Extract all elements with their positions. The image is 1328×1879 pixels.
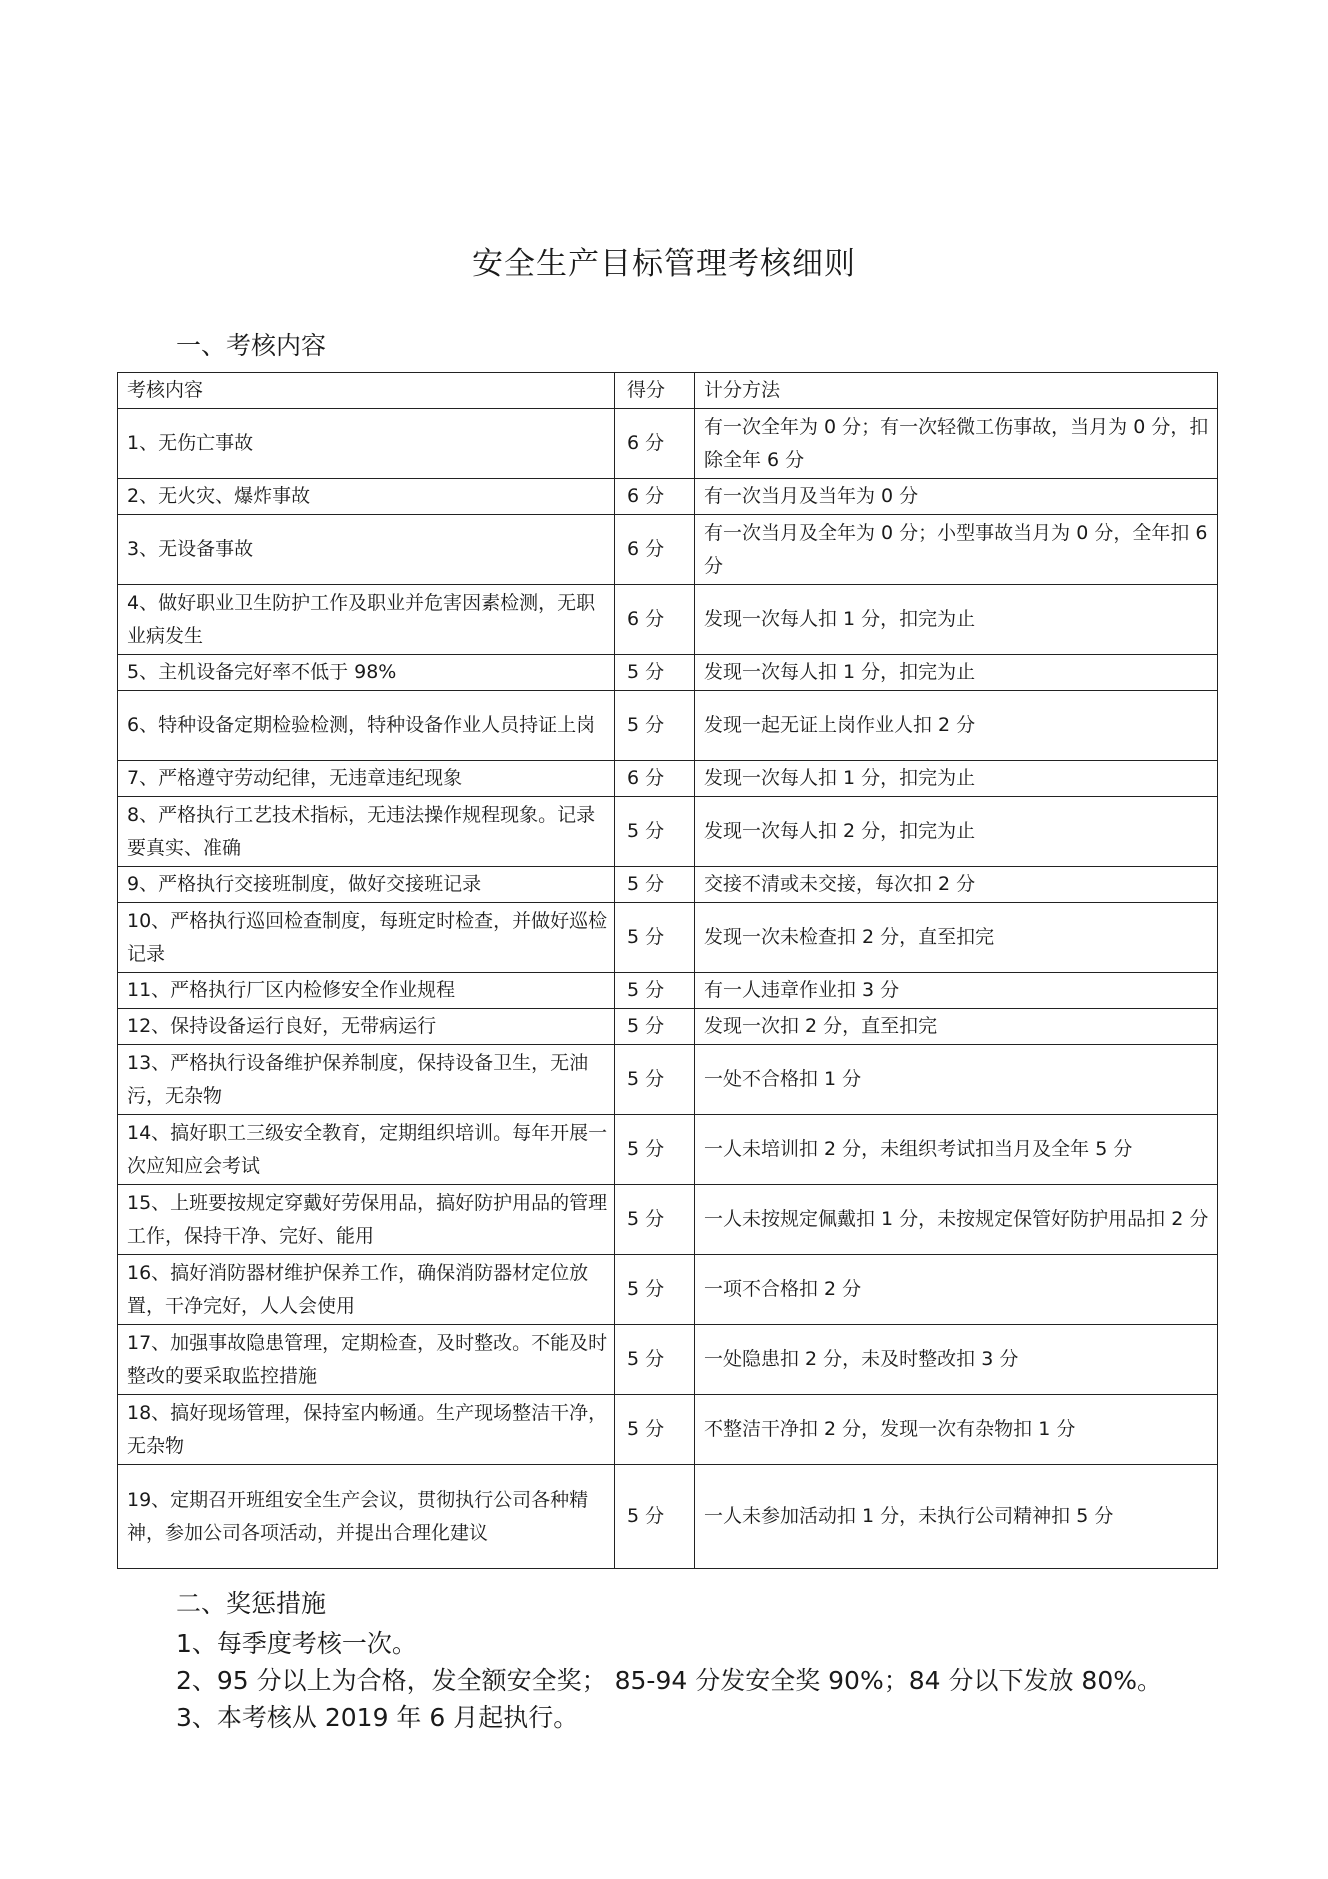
cell-score: 5 分 [615, 797, 695, 867]
cell-method: 发现一次每人扣 1 分，扣完为止 [695, 585, 1218, 655]
table-row [118, 1045, 1218, 1115]
cell-score: 5 分 [615, 1255, 695, 1325]
table-row [118, 409, 1218, 479]
table-row [118, 1009, 1218, 1045]
table-row [118, 1465, 1218, 1569]
measure-item: 3、本考核从 2019 年 6 月起执行。 [176, 1703, 579, 1732]
cell-score: 5 分 [615, 1185, 695, 1255]
cell-score: 5 分 [615, 1325, 695, 1395]
cell-method: 不整洁干净扣 2 分，发现一次有杂物扣 1 分 [695, 1395, 1218, 1465]
table-row [118, 1255, 1218, 1325]
cell-content: 10、严格执行巡回检查制度，每班定时检查，并做好巡检记录 [118, 903, 615, 973]
table-row [118, 1325, 1218, 1395]
cell-score: 5 分 [615, 1009, 695, 1045]
table-row [118, 761, 1218, 797]
cell-content: 6、特种设备定期检验检测，特种设备作业人员持证上岗 [118, 691, 615, 761]
cell-method: 一处隐患扣 2 分，未及时整改扣 3 分 [695, 1325, 1218, 1395]
table-row [118, 585, 1218, 655]
table-row [118, 691, 1218, 761]
cell-method: 一人未培训扣 2 分，未组织考试扣当月及全年 5 分 [695, 1115, 1218, 1185]
cell-score: 5 分 [615, 655, 695, 691]
measure-item: 1、每季度考核一次。 [176, 1629, 417, 1658]
cell-score: 5 分 [615, 1045, 695, 1115]
cell-score: 6 分 [615, 585, 695, 655]
assessment-table [117, 372, 1218, 1569]
cell-method: 一项不合格扣 2 分 [695, 1255, 1218, 1325]
assessment-table-container [117, 372, 1217, 1569]
table-row [118, 797, 1218, 867]
cell-content: 8、严格执行工艺技术指标，无违法操作规程现象。记录要真实、准确 [118, 797, 615, 867]
table-row [118, 867, 1218, 903]
cell-content: 16、搞好消防器材维护保养工作，确保消防器材定位放置，干净完好，人人会使用 [118, 1255, 615, 1325]
table-row [118, 515, 1218, 585]
table-header-row [118, 373, 1218, 409]
cell-content: 13、严格执行设备维护保养制度，保持设备卫生，无油污，无杂物 [118, 1045, 615, 1115]
cell-content: 17、加强事故隐患管理，定期检查，及时整改。不能及时整改的要采取监控措施 [118, 1325, 615, 1395]
cell-content: 9、严格执行交接班制度，做好交接班记录 [118, 867, 615, 903]
table-row [118, 479, 1218, 515]
cell-content: 7、严格遵守劳动纪律，无违章违纪现象 [118, 761, 615, 797]
cell-score: 5 分 [615, 691, 695, 761]
table-row [118, 1395, 1218, 1465]
cell-method: 发现一起无证上岗作业人扣 2 分 [695, 691, 1218, 761]
cell-content: 18、搞好现场管理，保持室内畅通。生产现场整洁干净，无杂物 [118, 1395, 615, 1465]
table-row [118, 1115, 1218, 1185]
cell-method: 一人未按规定佩戴扣 1 分，未按规定保管好防护用品扣 2 分 [695, 1185, 1218, 1255]
cell-method: 交接不清或未交接，每次扣 2 分 [695, 867, 1218, 903]
cell-method: 发现一次每人扣 2 分，扣完为止 [695, 797, 1218, 867]
cell-content: 2、无火灾、爆炸事故 [118, 479, 615, 515]
section-heading-rewards: 二、奖惩措施 [176, 1589, 327, 1618]
table-row [118, 973, 1218, 1009]
cell-method: 发现一次扣 2 分，直至扣完 [695, 1009, 1218, 1045]
table-row [118, 655, 1218, 691]
header-score: 得分 [615, 373, 695, 409]
cell-method: 有一人违章作业扣 3 分 [695, 973, 1218, 1009]
cell-content: 1、无伤亡事故 [118, 409, 615, 479]
table-row [118, 1185, 1218, 1255]
cell-score: 5 分 [615, 973, 695, 1009]
cell-content: 5、主机设备完好率不低于 98% [118, 655, 615, 691]
cell-method: 有一次当月及全年为 0 分；小型事故当月为 0 分，全年扣 6 分 [695, 515, 1218, 585]
cell-method: 发现一次每人扣 1 分，扣完为止 [695, 655, 1218, 691]
cell-score: 5 分 [615, 1465, 695, 1569]
cell-score: 6 分 [615, 479, 695, 515]
header-content: 考核内容 [118, 373, 615, 409]
cell-score: 6 分 [615, 515, 695, 585]
header-method: 计分方法 [695, 373, 1218, 409]
cell-content: 11、严格执行厂区内检修安全作业规程 [118, 973, 615, 1009]
table-body [118, 409, 1218, 1569]
cell-method: 有一次当月及当年为 0 分 [695, 479, 1218, 515]
page-title: 安全生产目标管理考核细则 [472, 246, 856, 282]
cell-score: 5 分 [615, 903, 695, 973]
cell-content: 15、上班要按规定穿戴好劳保用品，搞好防护用品的管理工作，保持干净、完好、能用 [118, 1185, 615, 1255]
cell-score: 6 分 [615, 761, 695, 797]
table-row [118, 903, 1218, 973]
cell-method: 有一次全年为 0 分；有一次轻微工伤事故，当月为 0 分，扣除全年 6 分 [695, 409, 1218, 479]
cell-content: 19、定期召开班组安全生产会议，贯彻执行公司各种精神，参加公司各项活动，并提出合理化建议 [118, 1465, 615, 1569]
cell-method: 发现一次每人扣 1 分，扣完为止 [695, 761, 1218, 797]
cell-method: 发现一次未检查扣 2 分，直至扣完 [695, 903, 1218, 973]
measure-item: 2、95 分以上为合格，发全额安全奖； 85-94 分发安全奖 90%；84 分以下发放 80%。 [176, 1666, 1162, 1695]
cell-score: 5 分 [615, 1395, 695, 1465]
cell-content: 14、搞好职工三级安全教育，定期组织培训。每年开展一次应知应会考试 [118, 1115, 615, 1185]
section-heading-assessment-content: 一、考核内容 [176, 331, 327, 360]
cell-score: 5 分 [615, 1115, 695, 1185]
cell-score: 5 分 [615, 867, 695, 903]
cell-method: 一处不合格扣 1 分 [695, 1045, 1218, 1115]
cell-content: 3、无设备事故 [118, 515, 615, 585]
cell-content: 4、做好职业卫生防护工作及职业并危害因素检测，无职业病发生 [118, 585, 615, 655]
cell-score: 6 分 [615, 409, 695, 479]
cell-content: 12、保持设备运行良好，无带病运行 [118, 1009, 615, 1045]
cell-method: 一人未参加活动扣 1 分，未执行公司精神扣 5 分 [695, 1465, 1218, 1569]
